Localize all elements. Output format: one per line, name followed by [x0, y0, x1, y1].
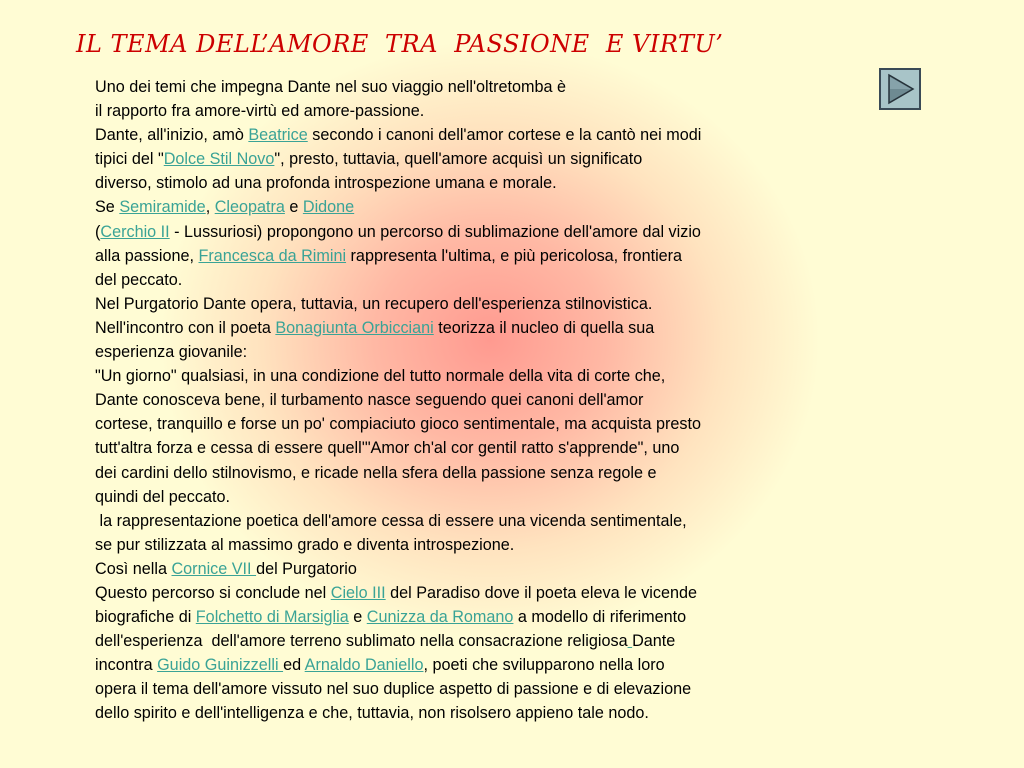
text-segment: Dante conosceva bene, il turbamento nasce seguendo quei canoni dell'amor — [95, 391, 644, 410]
text-line — [95, 533, 855, 557]
text-segment: ", presto, tuttavia, quell'amore acquisì un significato — [274, 150, 643, 169]
text-line — [95, 629, 855, 653]
text-segment: ed — [283, 656, 305, 675]
text-line — [95, 412, 855, 436]
text-segment: incontra — [95, 656, 158, 675]
text-segment: alla passione, — [95, 246, 199, 265]
link-cerchio-ii[interactable]: Cerchio II — [100, 222, 170, 241]
link-francesca-da-rimini[interactable]: Francesca da Rimini — [198, 246, 347, 265]
text-segment: biografiche di — [95, 608, 196, 627]
text-segment: Così nella — [95, 559, 172, 578]
text-line — [95, 292, 855, 316]
link-cornice-vii[interactable]: Cornice VII — [171, 559, 257, 578]
text-line — [95, 316, 855, 340]
link-semiramide[interactable]: Semiramide — [119, 198, 206, 217]
text-line — [95, 75, 855, 99]
link-guido-guinizzelli[interactable]: Guido Guinizzelli — [157, 656, 284, 675]
link-didone[interactable]: Didone — [302, 198, 355, 217]
text-segment: Dante — [632, 632, 676, 651]
text-line — [95, 677, 855, 701]
text-line — [95, 340, 855, 364]
next-slide-button[interactable] — [879, 68, 921, 110]
text-line — [95, 99, 855, 123]
text-segment: a modello di riferimento — [513, 608, 687, 627]
text-segment: e — [348, 608, 367, 627]
body-text — [95, 75, 855, 726]
link-dolce-stil-novo[interactable]: Dolce Stil Novo — [163, 150, 275, 169]
text-segment: dello spirito e dell'intelligenza e che, tuttavia, non risolsero appieno tale nodo. — [95, 704, 649, 723]
text-segment: "Un giorno" qualsiasi, in una condizione del tutto normale della vita di corte che, — [95, 367, 666, 386]
text-segment: Se — [95, 198, 120, 217]
play-next-icon — [881, 70, 919, 108]
text-segment: il rapporto fra amore-virtù ed amore-passione. — [95, 102, 425, 121]
text-segment: teorizza il nucleo di quella sua — [433, 318, 655, 337]
text-segment: Nel Purgatorio Dante opera, tuttavia, un recupero dell'esperienza stilnovistica. — [95, 294, 653, 313]
text-line — [95, 653, 855, 677]
text-line — [95, 147, 855, 171]
text-segment: e — [284, 198, 303, 217]
text-segment: se pur stilizzata al massimo grado e diventa introspezione. — [95, 535, 515, 554]
text-segment: Uno dei temi che impegna Dante nel suo viaggio nell'oltretomba è — [95, 78, 567, 96]
text-line — [95, 557, 855, 581]
text-segment: diverso, stimolo ad una profonda introspezione umana e morale. — [95, 174, 557, 193]
text-segment: Dante, all'inizio, amò — [95, 126, 249, 145]
text-segment: , poeti che svilupparono nella loro — [423, 656, 665, 675]
text-line — [95, 701, 855, 725]
text-segment: opera il tema dell'amore vissuto nel suo duplice aspetto di passione e di elevazione — [95, 680, 692, 699]
text-line — [95, 436, 855, 460]
link-cleopatra[interactable]: Cleopatra — [214, 198, 285, 217]
text-segment: tipici del " — [95, 150, 164, 169]
text-line — [95, 509, 855, 533]
text-segment: del Paradiso dove il poeta eleva le vicende — [385, 583, 698, 602]
text-segment: Questo percorso si conclude nel — [95, 583, 331, 602]
text-segment: del Purgatorio — [256, 559, 357, 578]
slide-title: IL TEMA DELL’AMORE TRA PASSIONE E VIRTU’ — [76, 30, 724, 58]
text-line — [95, 123, 855, 147]
text-segment: dell'esperienza dell'amore terreno sublimato nella consacrazione religiosa — [95, 632, 628, 651]
text-segment: cortese, tranquillo e forse un po' compiaciuto gioco sentimentale, ma acquista presto — [95, 415, 701, 434]
link-beatrice[interactable]: Beatrice — [248, 126, 308, 145]
text-segment: dei cardini dello stilnovismo, e ricade nella sfera della passione senza regole e — [95, 463, 657, 482]
text-segment: la rappresentazione poetica dell'amore cessa di essere una vicenda sentimentale, — [95, 511, 687, 530]
text-line — [95, 364, 855, 388]
link-cunizza-da-romano[interactable]: Cunizza da Romano — [366, 608, 514, 627]
text-line — [95, 581, 855, 605]
text-line — [95, 171, 855, 195]
text-segment: del peccato. — [95, 270, 183, 289]
link-arnaldo-daniello[interactable]: Arnaldo Daniello — [304, 656, 424, 675]
text-segment: Nell'incontro con il poeta — [95, 318, 276, 337]
text-segment: ( — [95, 222, 101, 241]
link-folchetto-di-marsiglia[interactable]: Folchetto di Marsiglia — [195, 608, 349, 627]
text-segment: rappresenta l'ultima, e più pericolosa, frontiera — [346, 246, 683, 265]
text-segment: , — [205, 198, 215, 217]
text-line — [95, 268, 855, 292]
text-segment: esperienza giovanile: — [95, 343, 248, 362]
text-line — [95, 220, 855, 244]
text-line — [95, 461, 855, 485]
text-line — [95, 195, 855, 219]
text-line — [95, 388, 855, 412]
text-segment: tutt'altra forza e cessa di essere quell'"Amor ch'al cor gentil ratto s'apprende", uno — [95, 439, 680, 458]
text-line — [95, 605, 855, 629]
link-bonagiunta-orbicciani[interactable]: Bonagiunta Orbicciani — [275, 318, 434, 337]
text-segment: - Lussuriosi) propongono un percorso di sublimazione dell'amore dal vizio — [169, 222, 701, 241]
text-segment: secondo i canoni dell'amor cortese e la cantò nei modi — [307, 126, 702, 145]
text-line — [95, 244, 855, 268]
text-line — [95, 485, 855, 509]
text-segment: quindi del peccato. — [95, 487, 230, 506]
link-cielo-iii[interactable]: Cielo III — [330, 583, 386, 602]
